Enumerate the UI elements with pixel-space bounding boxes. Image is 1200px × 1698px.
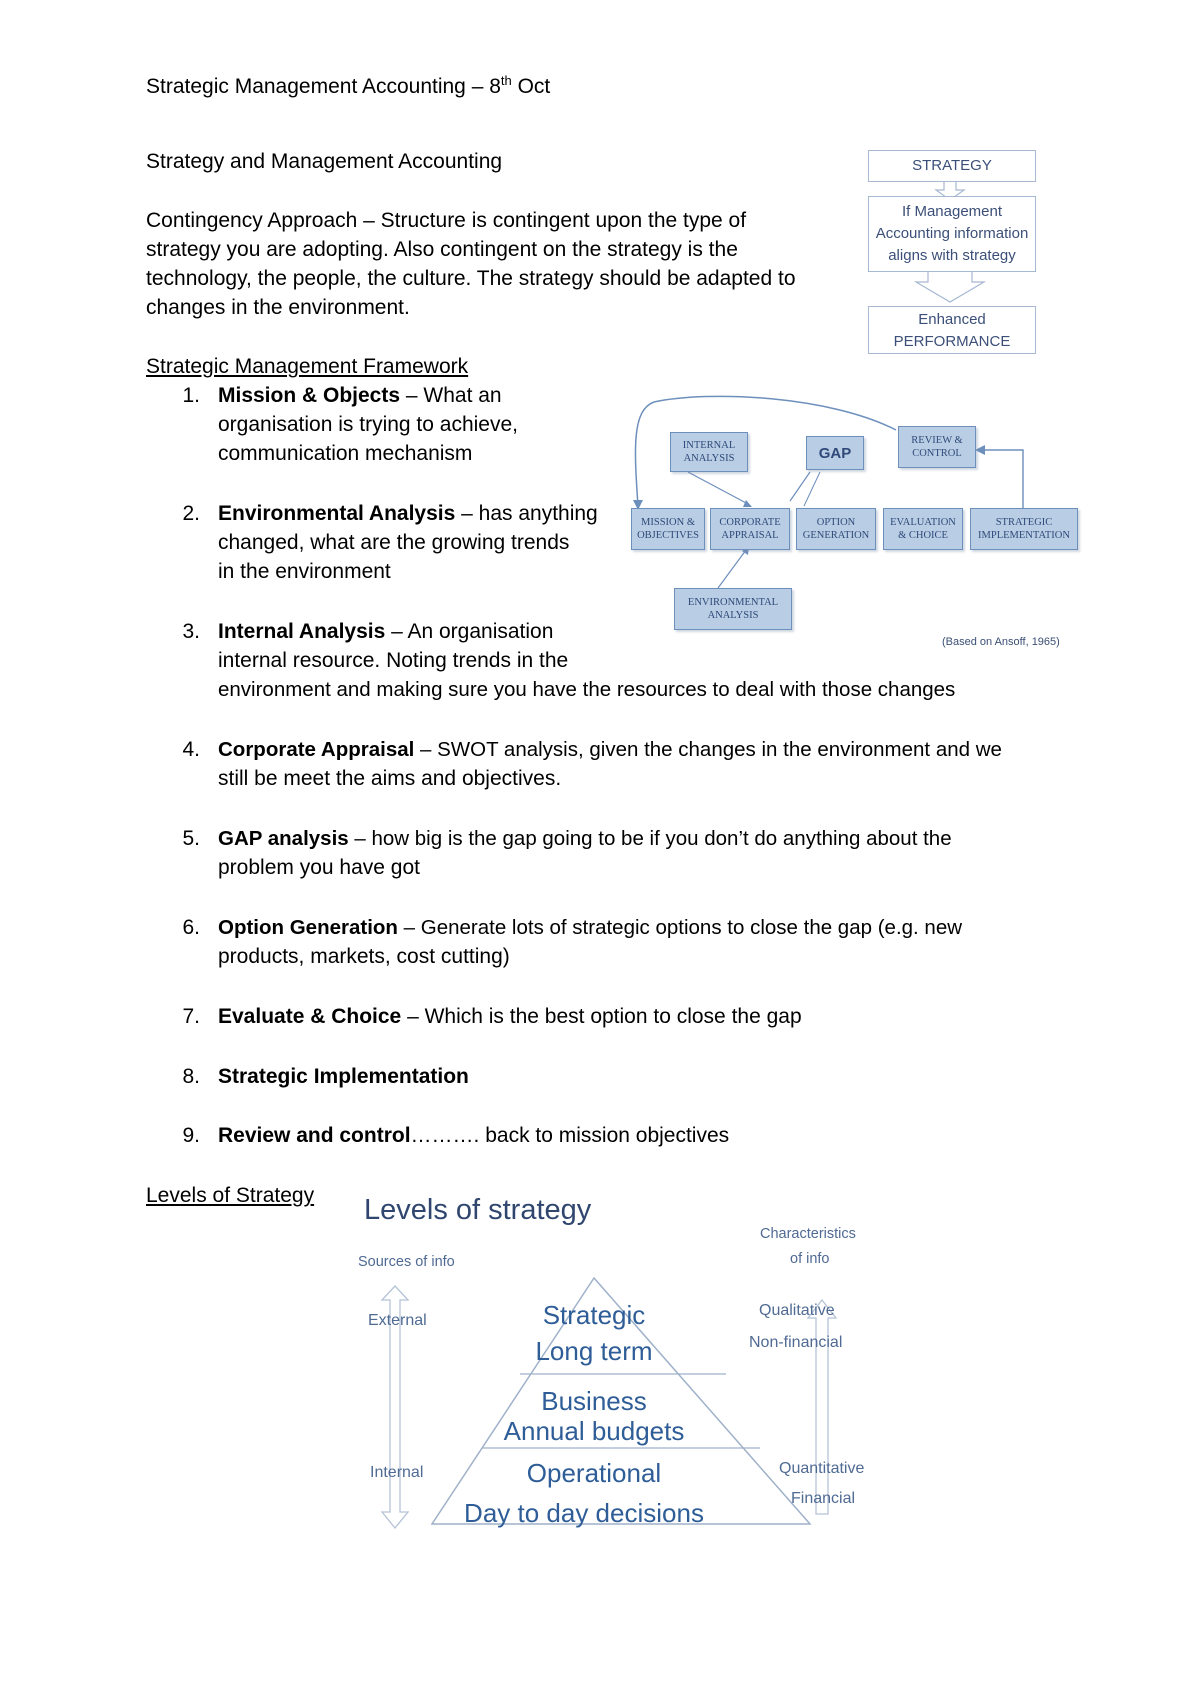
- cropped-diagram-title: Levels of strategy: [364, 1194, 592, 1226]
- internal-label: Internal: [370, 1464, 424, 1481]
- external-label: External: [368, 1312, 427, 1329]
- page-title: [146, 72, 550, 101]
- item-term: Strategic Implementation: [218, 1065, 469, 1088]
- box-line: CORPORATE: [719, 517, 781, 528]
- list-item: [218, 1002, 802, 1031]
- internal-analysis-box: [670, 432, 748, 472]
- box-line: STRATEGIC: [995, 517, 1053, 528]
- tier-strategic: Strategic: [542, 1300, 646, 1330]
- tier-day-to-day: Day to day decisions: [464, 1498, 704, 1528]
- ansoff-framework-diagram: [630, 388, 1080, 658]
- list-item-line: communication mechanism: [218, 442, 473, 465]
- evaluation-choice-box: [883, 508, 963, 550]
- item-term: Option Generation: [218, 916, 398, 939]
- box-line: & CHOICE: [898, 530, 948, 541]
- of-info-label: of info: [790, 1251, 830, 1267]
- box-line: EVALUATION: [890, 517, 956, 528]
- box-line: IMPLEMENTATION: [978, 530, 1070, 541]
- tier-business: Business: [541, 1386, 647, 1416]
- tier-long-term: Long term: [535, 1336, 653, 1366]
- list-item-line: organisation is trying to achieve,: [218, 413, 518, 436]
- box-line: aligns with strategy: [888, 247, 1016, 264]
- list-number: 4.: [182, 738, 200, 761]
- box-line: ANALYSIS: [683, 453, 735, 464]
- strategy-flow-diagram: [862, 144, 1038, 356]
- list-number: 9.: [182, 1124, 200, 1147]
- list-number: 7.: [182, 1005, 200, 1028]
- paragraph-line: Contingency Approach – Structure is contingent upon the type of: [146, 209, 747, 232]
- non-financial-label: Non-financial: [749, 1334, 843, 1351]
- item-term: Corporate Appraisal: [218, 738, 415, 761]
- item-term: Environmental Analysis: [218, 502, 456, 525]
- management-accounting-box: [868, 196, 1036, 272]
- paragraph-line: changes in the environment.: [146, 296, 410, 319]
- tier-annual-budgets: Annual budgets: [503, 1416, 685, 1446]
- box-line: PERFORMANCE: [893, 333, 1011, 350]
- item-text: – how big is the gap going to be if you don’t do anything about the: [348, 827, 952, 850]
- characteristics-label: Characteristics: [760, 1226, 856, 1242]
- quantitative-label: Quantitative: [779, 1460, 865, 1477]
- box-line: CONTROL: [912, 448, 962, 459]
- list-item: [218, 381, 502, 410]
- box-line: APPRAISAL: [721, 530, 779, 541]
- strategic-implementation-box: [970, 508, 1078, 550]
- tier-operational: Operational: [526, 1458, 662, 1488]
- levels-of-strategy-diagram: [340, 1194, 900, 1544]
- list-number: 6.: [182, 916, 200, 939]
- list-number: 8.: [182, 1065, 200, 1088]
- box-line: GAP: [818, 444, 852, 462]
- list-number: 1.: [182, 384, 200, 407]
- list-item-line: problem you have got: [218, 856, 420, 879]
- box-line: OPTION: [816, 517, 856, 528]
- diagram-source: (Based on Ansoff, 1965): [942, 636, 1060, 648]
- list-item-line: internal resource. Noting trends in the: [218, 649, 569, 672]
- item-text: – Which is the best option to close the gap: [401, 1005, 802, 1028]
- review-control-box: [898, 426, 976, 468]
- strategy-box-label: STRATEGY: [912, 157, 992, 174]
- sources-of-info-label: Sources of info: [358, 1254, 455, 1270]
- list-item: [218, 499, 598, 528]
- list-item: [218, 1121, 729, 1150]
- list-number: 3.: [182, 620, 200, 643]
- mission-objectives-box: [631, 508, 705, 550]
- list-item-line: products, markets, cost cutting): [218, 945, 510, 968]
- title-tail: Oct: [511, 75, 551, 98]
- levels-heading: Levels of Strategy: [146, 1184, 315, 1207]
- performance-box: [868, 306, 1036, 354]
- box-line: OBJECTIVES: [637, 530, 699, 541]
- item-text: – Generate lots of strategic options to close the gap (e.g. new: [397, 916, 963, 939]
- item-text: – SWOT analysis, given the changes in the environment and we: [414, 738, 1002, 761]
- box-line: MISSION &: [641, 517, 695, 528]
- box-line: Accounting information: [875, 225, 1029, 242]
- box-line: Enhanced: [918, 311, 986, 328]
- list-item-line: environment and making sure you have the resources to deal with those changes: [218, 678, 956, 701]
- box-line: If Management: [901, 203, 1003, 220]
- list-item: [218, 1062, 469, 1091]
- environmental-analysis-box: [674, 588, 792, 630]
- box-line: REVIEW &: [911, 435, 963, 446]
- item-term: Review and control: [218, 1124, 411, 1147]
- box-line: ANALYSIS: [707, 610, 759, 621]
- title-text: Strategic Management Accounting – 8: [146, 75, 501, 98]
- box-line: ENVIRONMENTAL: [687, 597, 779, 608]
- financial-label: Financial: [791, 1490, 856, 1507]
- title-superscript: th: [500, 73, 512, 88]
- list-item: [218, 913, 962, 942]
- list-item-line: changed, what are the growing trends: [218, 531, 570, 554]
- item-text: – An organisation: [385, 620, 554, 643]
- section-heading: Strategy and Management Accounting: [146, 150, 503, 173]
- item-text: – has anything: [455, 502, 598, 525]
- item-text: – What an: [400, 384, 502, 407]
- item-text: ………. back to mission objectives: [410, 1124, 730, 1147]
- qualitative-label: Qualitative: [759, 1302, 835, 1319]
- framework-heading: Strategic Management Framework: [146, 355, 469, 378]
- paragraph-line: strategy you are adopting. Also contingent on the strategy is the: [146, 238, 738, 261]
- box-line: GENERATION: [802, 530, 870, 541]
- item-term: Evaluate & Choice: [218, 1005, 402, 1028]
- list-item: [218, 617, 553, 646]
- item-term: Internal Analysis: [218, 620, 386, 643]
- list-number: 2.: [182, 502, 200, 525]
- gap-box: [806, 436, 864, 470]
- box-line: INTERNAL: [682, 440, 736, 451]
- item-term: Mission & Objects: [218, 384, 401, 407]
- option-generation-box: [796, 508, 876, 550]
- list-item: [218, 735, 1002, 764]
- strategy-box: [868, 150, 1036, 182]
- list-item-line: in the environment: [218, 560, 391, 583]
- item-term: GAP analysis: [218, 827, 349, 850]
- list-item: [218, 824, 952, 853]
- paragraph-line: technology, the people, the culture. The strategy should be adapted to: [146, 267, 796, 290]
- list-number: 5.: [182, 827, 200, 850]
- list-item-line: still be meet the aims and objectives.: [218, 767, 562, 790]
- corporate-appraisal-box: [710, 508, 790, 550]
